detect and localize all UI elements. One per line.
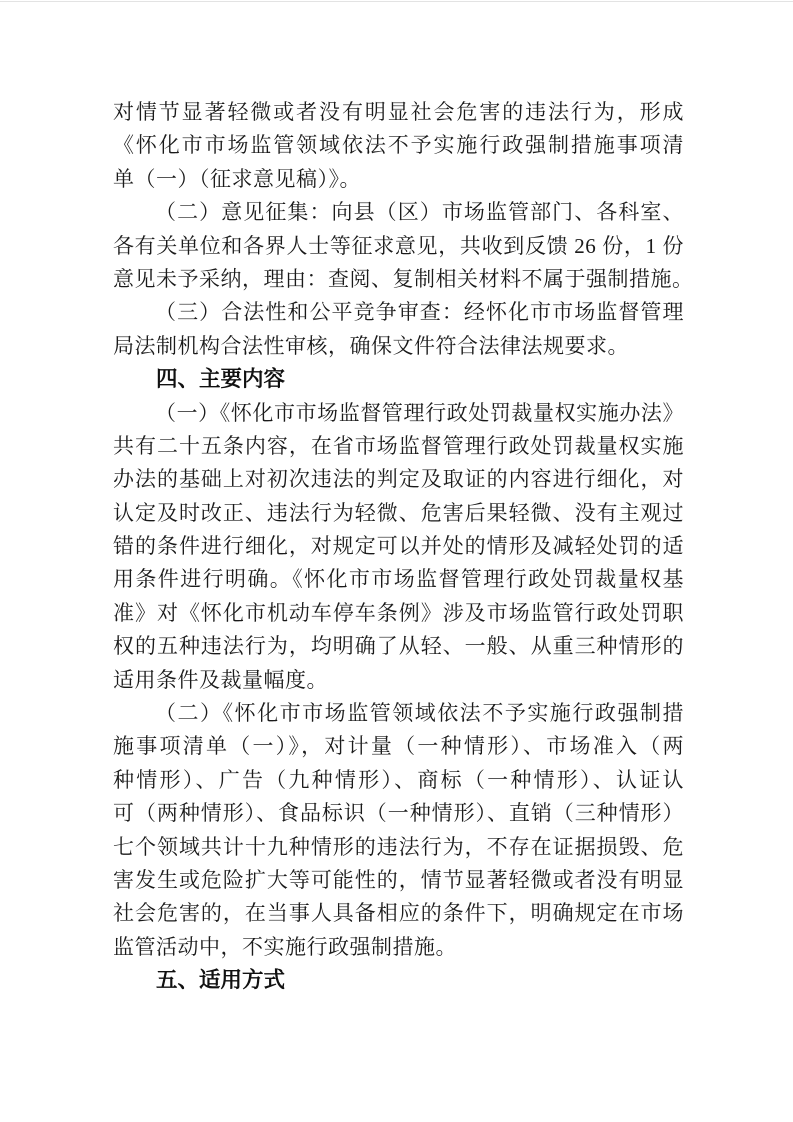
text-line: （二）《怀化市市场监管领域依法不予实施行政强制措 — [155, 701, 684, 726]
document-body — [113, 96, 694, 998]
text-line: 各有关单位和各界人士等征求意见，共收到反馈 26 份，1 份 — [113, 233, 684, 258]
text-line: 错的条件进行细化，对规定可以并处的情形及减轻处罚的适 — [113, 534, 684, 559]
text-line: （二）意见征集：向县（区）市场监管部门、各科室、 — [155, 200, 684, 225]
section-heading: 四、主要内容 — [156, 367, 286, 392]
text-line: 七个领域共计十九种情形的违法行为，不存在证据损毁、危 — [113, 834, 684, 859]
text-line: 局法制机构合法性审核，确保文件符合法律法规要求。 — [113, 333, 629, 358]
page-top-edge — [0, 1, 793, 2]
text-line: 意见未予采纳，理由：查阅、复制相关材料不属于强制措施。 — [113, 266, 694, 291]
paragraph — [113, 196, 694, 296]
text-line: 准》对《怀化市机动车停车条例》涉及市场监管行政处罚职 — [113, 600, 684, 625]
text-line: 办法的基础上对初次违法的判定及取证的内容进行细化，对 — [113, 467, 684, 492]
text-line: 害发生或危险扩大等可能性的，情节显著轻微或者没有明显 — [113, 867, 684, 892]
text-line: 共有二十五条内容，在省市场监督管理行政处罚裁量权实施 — [113, 433, 684, 458]
text-line: 认定及时改正、违法行为轻微、危害后果轻微、没有主观过 — [113, 500, 684, 525]
text-line: 权的五种违法行为，均明确了从轻、一般、从重三种情形的 — [113, 634, 684, 659]
text-line: 单（一）（征求意见稿）》。 — [113, 166, 361, 191]
text-line: （一）《怀化市市场监督管理行政处罚裁量权实施办法》 — [155, 400, 684, 425]
text-line: 施事项清单（一）》，对计量（一种情形）、市场准入（两 — [113, 734, 684, 759]
text-line: （三）合法性和公平竞争审查：经怀化市市场监督管理 — [155, 300, 684, 325]
paragraph — [113, 697, 684, 964]
paragraph — [113, 397, 684, 698]
text-line: 监管活动中，不实施行政强制措施。 — [113, 934, 457, 959]
text-line: 可（两种情形）、食品标识（一种情形）、直销（三种情形） — [113, 801, 684, 826]
text-line: 用条件进行明确。《怀化市市场监督管理行政处罚裁量权基 — [113, 567, 684, 592]
text-line: 社会危害的，在当事人具备相应的条件下，明确规定在市场 — [113, 901, 684, 926]
paragraph — [113, 96, 684, 196]
paragraph — [113, 296, 684, 363]
section-heading: 五、适用方式 — [156, 968, 286, 993]
text-line: 适用条件及裁量幅度。 — [113, 667, 328, 692]
text-line: 种情形）、广告（九种情形）、商标（一种情形）、认证认 — [113, 767, 684, 792]
text-line: 《怀化市市场监管领域依法不予实施行政强制措施事项清 — [113, 133, 684, 158]
text-line: 对情节显著轻微或者没有明显社会危害的违法行为，形成 — [113, 100, 684, 124]
